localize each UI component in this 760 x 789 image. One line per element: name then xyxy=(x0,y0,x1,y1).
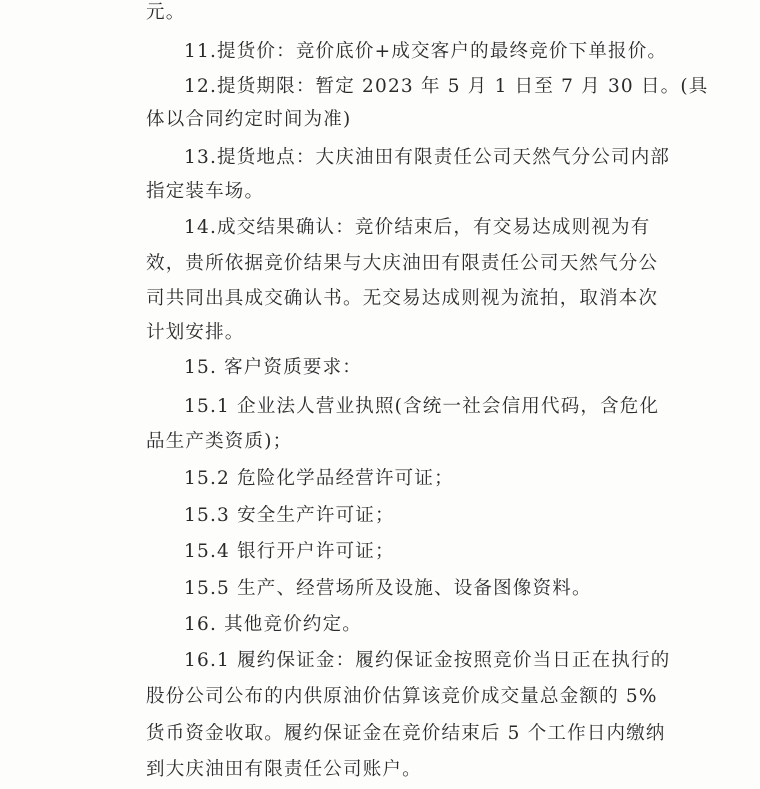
text-line-1: 元。 xyxy=(146,2,186,23)
text-line-9: 司共同出具成交确认书。无交易达成则视为流拍，取消本次 xyxy=(146,288,659,309)
text-line-20: 股份公司公布的内供原油价估算该竞价成交量总金额的 5% xyxy=(146,686,658,707)
text-line-10: 计划安排。 xyxy=(146,322,245,343)
text-line-18: 16. 其他竞价约定。 xyxy=(184,614,363,635)
text-line-5: 13.提货地点：大庆油田有限责任公司天然气分公司内部 xyxy=(184,147,671,168)
text-line-6: 指定装车场。 xyxy=(146,181,265,202)
text-line-21: 货币资金收取。履约保证金在竞价结束后 5 个工作日内缴纳 xyxy=(146,723,666,744)
text-line-22: 到大庆油田有限责任公司账户。 xyxy=(146,759,422,780)
text-line-19: 16.1 履约保证金：履约保证金按照竞价当日正在执行的 xyxy=(184,650,671,671)
text-line-7: 14.成交结果确认：竞价结束后，有交易达成则视为有 xyxy=(184,217,651,238)
text-line-12: 15.1 企业法人营业执照(含统一社会信用代码，含危化 xyxy=(184,396,660,417)
text-line-11: 15. 客户资质要求： xyxy=(184,357,363,378)
text-line-16: 15.4 银行开户许可证； xyxy=(184,541,395,562)
text-line-4: 体以合同约定时间为准) xyxy=(146,109,352,130)
text-line-8: 效，贵所依据竞价结果与大庆油田有限责任公司天然气分公 xyxy=(146,253,659,274)
text-line-15: 15.3 安全生产许可证； xyxy=(184,505,395,526)
text-line-3: 12.提货期限：暂定 2023 年 5 月 1 日至 7 月 30 日。(具 xyxy=(184,76,709,97)
text-line-13: 品生产类资质)； xyxy=(146,431,293,452)
text-line-14: 15.2 危险化学品经营许可证； xyxy=(184,468,454,489)
text-line-17: 15.5 生产、经营场所及设施、设备图像资料。 xyxy=(184,578,592,599)
text-line-2: 11.提货价：竞价底价+成交客户的最终竞价下单报价。 xyxy=(184,41,668,62)
